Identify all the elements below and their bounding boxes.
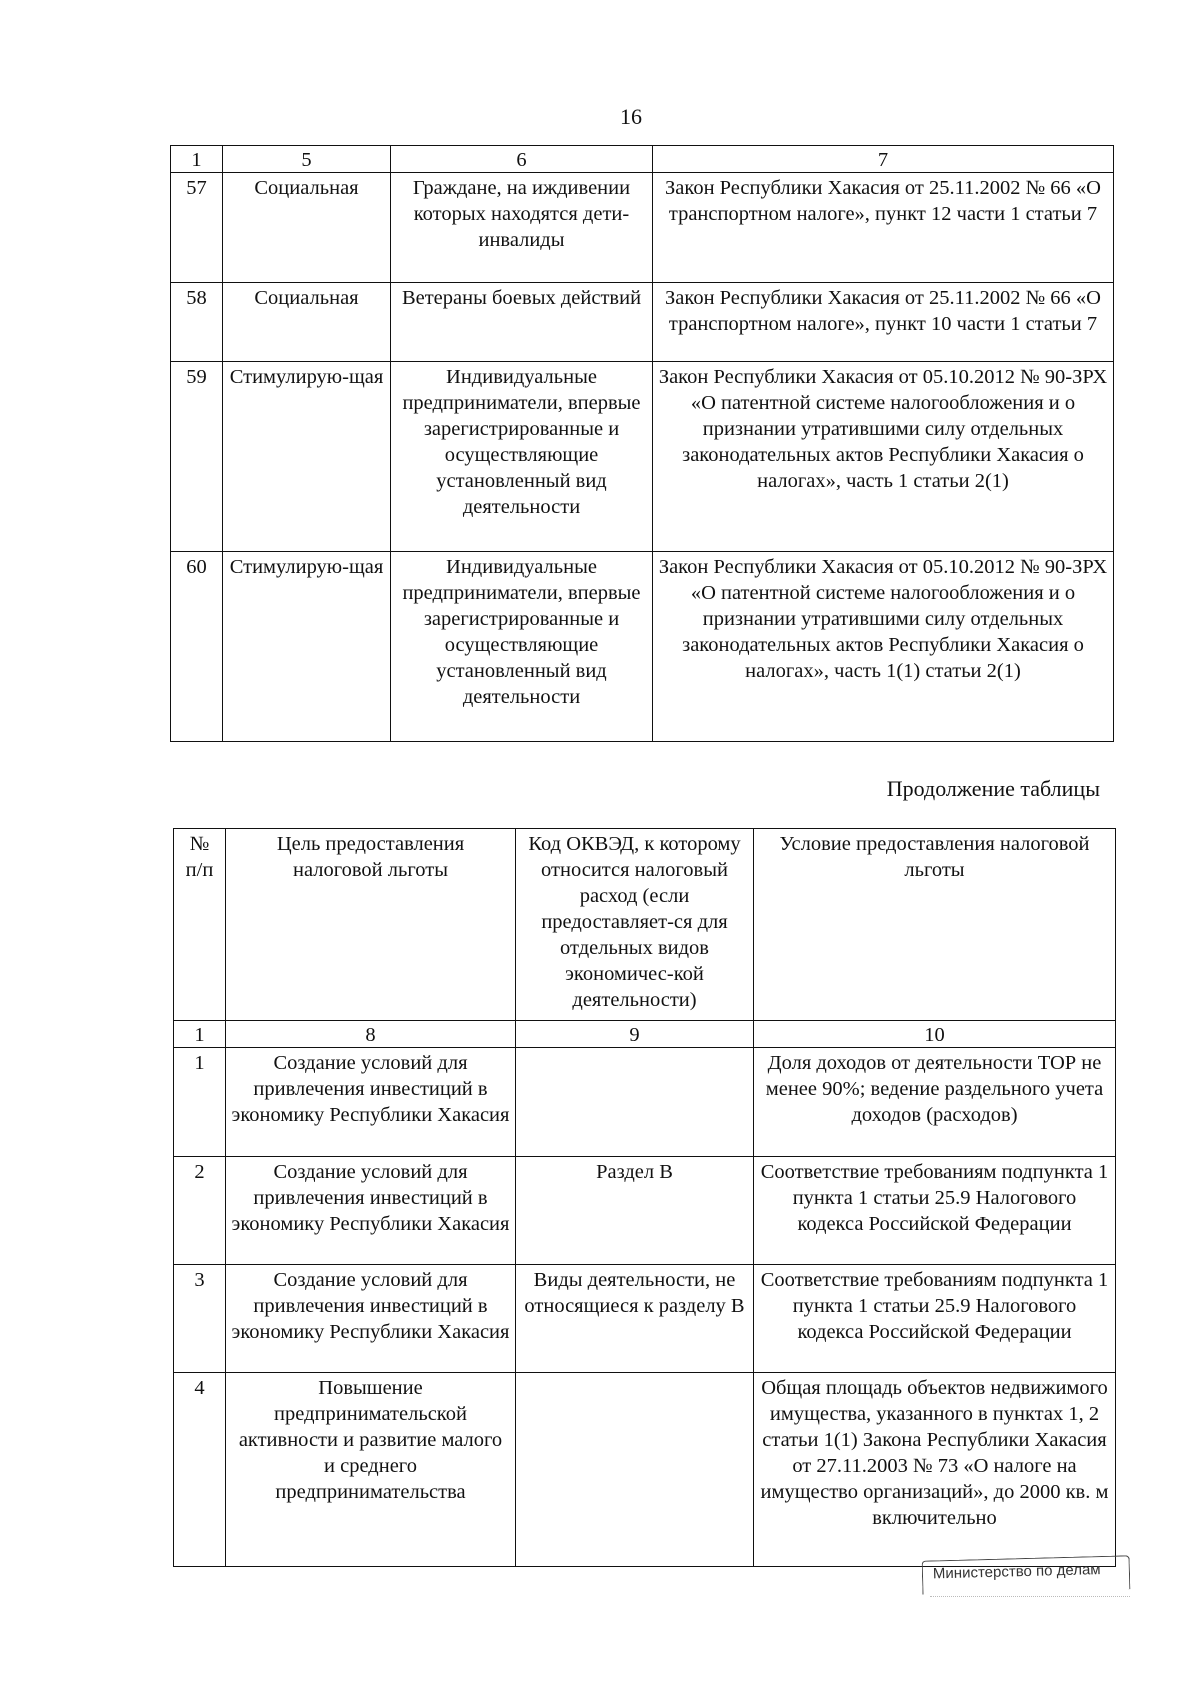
- table-continuation-label: Продолжение таблицы: [886, 776, 1100, 801]
- legal-basis: Закон Республики Хакасия от 05.10.2012 № 90-ЗРХ «О патентной системе налогообложения и о признании утратившими силу отдельных законодательных актов Республики Хакасия о налогах», часть 1 статьи 2(1): [653, 362, 1114, 552]
- benefit-condition: Соответствие требованиям подпункта 1 пункта 1 статьи 25.9 Налогового кодекса Российской Федерации: [754, 1157, 1116, 1265]
- okved-code: [516, 1373, 754, 1567]
- column-number: 6: [391, 146, 653, 173]
- benefit-goal: Повышение предпринимательской активности и развитие малого и среднего предпринимательства: [226, 1373, 516, 1567]
- tax-benefits-table-lower: [173, 828, 1116, 1567]
- column-number: 9: [516, 1021, 754, 1048]
- legal-basis: Закон Республики Хакасия от 25.11.2002 № 66 «О транспортном налоге», пункт 12 части 1 статьи 7: [653, 173, 1114, 283]
- column-number: 5: [223, 146, 391, 173]
- column-number-row: [171, 146, 1114, 173]
- column-number: 10: [754, 1021, 1116, 1048]
- tax-benefits-table-upper: [170, 145, 1114, 742]
- table-row: [174, 1265, 1116, 1373]
- row-number: 3: [174, 1265, 226, 1373]
- table-row: [174, 1048, 1116, 1157]
- benefit-category: Индивидуальные предприниматели, впервые зарегистрированные и осуществляющие установленный вид деятельности: [391, 552, 653, 742]
- table-row: [171, 552, 1114, 742]
- benefit-goal: Создание условий для привлечения инвестиций в экономику Республики Хакасия: [226, 1265, 516, 1373]
- benefit-condition: Общая площадь объектов недвижимого имущества, указанного в пунктах 1, 2 статьи 1(1) Закона Республики Хакасия от 27.11.2003 № 73 «О налоге на имущество организаций», до 2000 кв. м включительно: [754, 1373, 1116, 1567]
- column-number-row: [174, 1021, 1116, 1048]
- table-row: [171, 283, 1114, 362]
- table-row: [171, 362, 1114, 552]
- page-number: 16: [620, 104, 642, 129]
- header-row: [174, 829, 1116, 1021]
- column-number: 8: [226, 1021, 516, 1048]
- legal-basis: Закон Республики Хакасия от 25.11.2002 № 66 «О транспортном налоге», пункт 10 части 1 статьи 7: [653, 283, 1114, 362]
- benefit-goal: Создание условий для привлечения инвестиций в экономику Республики Хакасия: [226, 1157, 516, 1265]
- table-row: [171, 173, 1114, 283]
- row-number: 59: [171, 362, 223, 552]
- row-number: 57: [171, 173, 223, 283]
- table-row: [174, 1373, 1116, 1567]
- benefit-category: Ветераны боевых действий: [391, 283, 653, 362]
- row-number: 2: [174, 1157, 226, 1265]
- benefit-goal: Создание условий для привлечения инвестиций в экономику Республики Хакасия: [226, 1048, 516, 1157]
- benefit-category: Индивидуальные предприниматели, впервые зарегистрированные и осуществляющие установленный вид деятельности: [391, 362, 653, 552]
- row-number: 58: [171, 283, 223, 362]
- row-number: 1: [174, 1048, 226, 1157]
- benefit-condition: Доля доходов от деятельности ТОР не менее 90%; ведение раздельного учета доходов (расходов): [754, 1048, 1116, 1157]
- column-header: Код ОКВЭД, к которому относится налоговый расход (если предоставляет-ся для отдельных видов экономичес-кой деятельности): [516, 829, 754, 1021]
- ministry-stamp: Министерство по делам: [922, 1555, 1131, 1594]
- row-number: 60: [171, 552, 223, 742]
- column-number: 1: [171, 146, 223, 173]
- legal-basis: Закон Республики Хакасия от 05.10.2012 № 90-ЗРХ «О патентной системе налогообложения и о признании утратившими силу отдельных законодательных актов Республики Хакасия о налогах», часть 1(1) статьи 2(1): [653, 552, 1114, 742]
- okved-code: Раздел В: [516, 1157, 754, 1265]
- column-number: 7: [653, 146, 1114, 173]
- benefit-type: Стимулирую-щая: [223, 362, 391, 552]
- okved-code: Виды деятельности, не относящиеся к разделу В: [516, 1265, 754, 1373]
- column-header: Цель предоставления налоговой льготы: [226, 829, 516, 1021]
- okved-code: [516, 1048, 754, 1157]
- column-header: № п/п: [174, 829, 226, 1021]
- benefit-type: Социальная: [223, 173, 391, 283]
- benefit-category: Граждане, на иждивении которых находятся дети-инвалиды: [391, 173, 653, 283]
- column-number: 1: [174, 1021, 226, 1048]
- column-header: Условие предоставления налоговой льготы: [754, 829, 1116, 1021]
- row-number: 4: [174, 1373, 226, 1567]
- benefit-condition: Соответствие требованиям подпункта 1 пункта 1 статьи 25.9 Налогового кодекса Российской Федерации: [754, 1265, 1116, 1373]
- benefit-type: Социальная: [223, 283, 391, 362]
- table-row: [174, 1157, 1116, 1265]
- scan-artifact: [930, 1596, 1130, 1605]
- benefit-type: Стимулирую-щая: [223, 552, 391, 742]
